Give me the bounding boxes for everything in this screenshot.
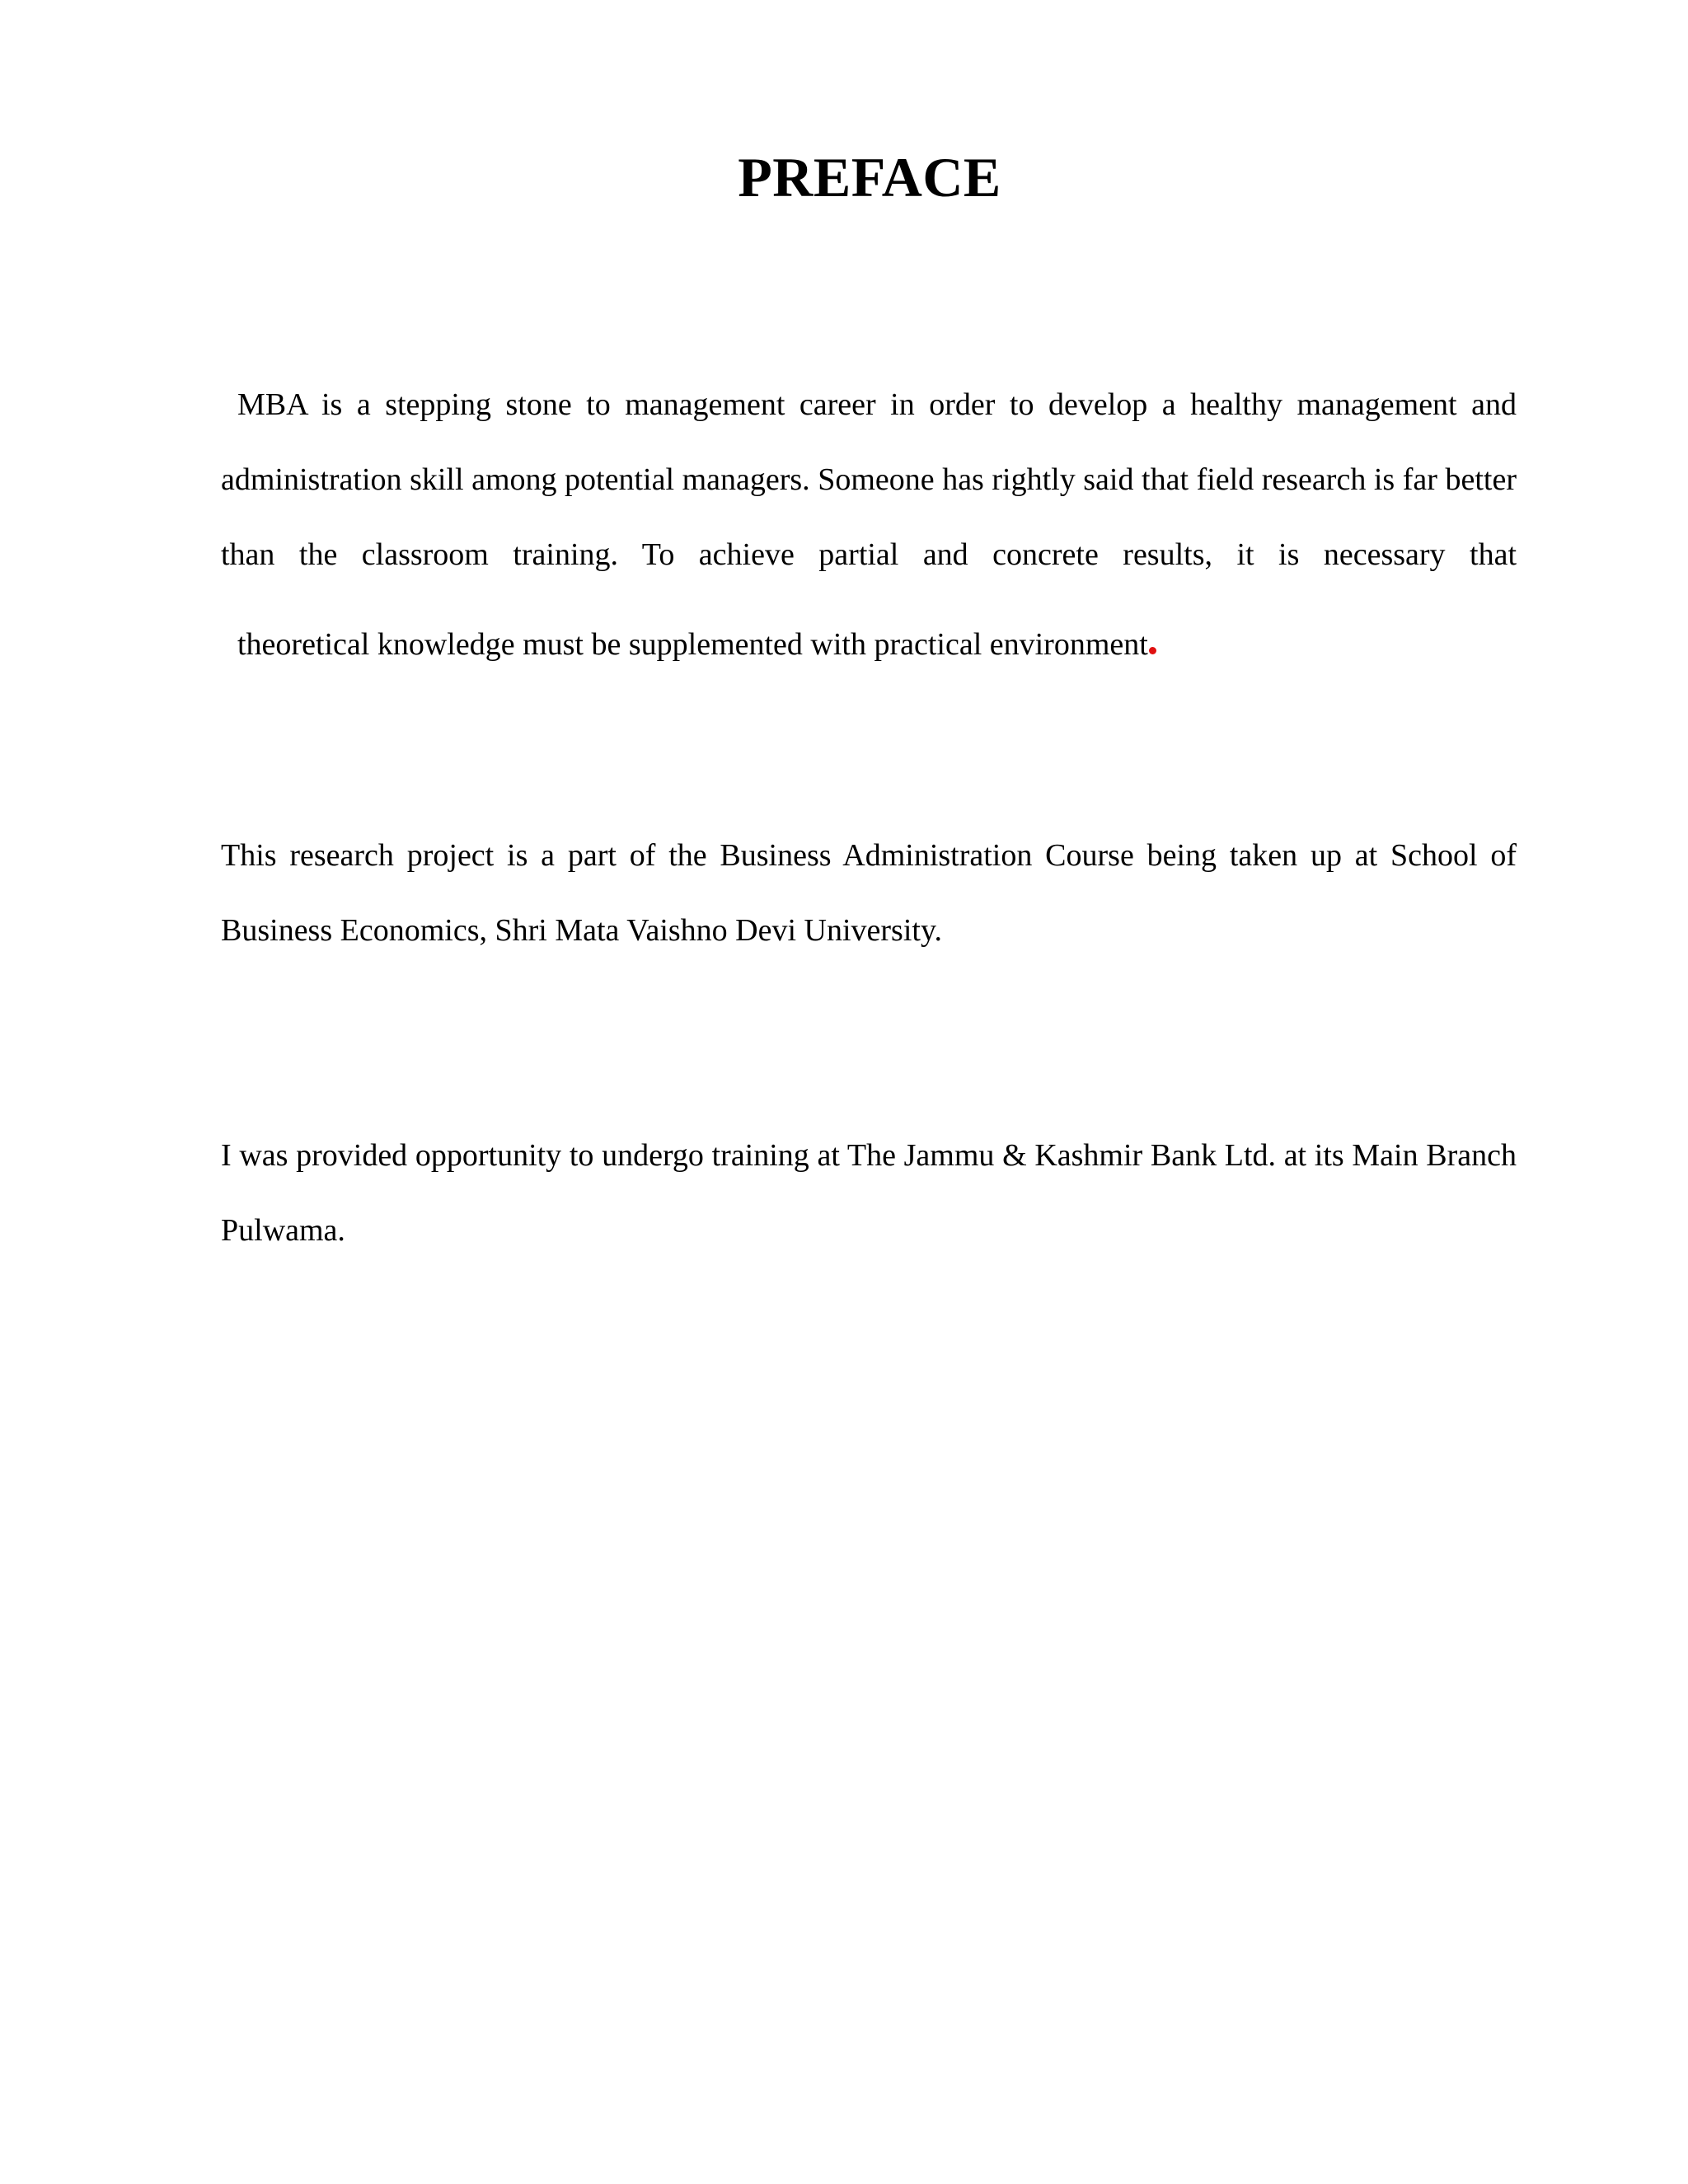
- paragraph-training: I was provided opportunity to undergo training at The Jammu & Kashmir Bank Ltd. at its Main Branch Pulwama.: [221, 1138, 1517, 1248]
- paragraph-mba-intro-main: MBA is a stepping stone to management career in order to develop a healthy management and administration skill among potential managers. Someone has rightly said that field research is far better than the classroom training. To achieve partial and concrete results, it is necessary that: [221, 387, 1517, 572]
- red-period-mark: [1149, 647, 1156, 654]
- paragraph-mba-intro: [221, 368, 1517, 682]
- page-title: PREFACE: [738, 146, 1001, 209]
- paragraph-mba-intro-last-text: theoretical knowledge must be supplemented with practical environment: [237, 627, 1148, 662]
- paragraph-research-project: This research project is a part of the Business Administration Course being taken up at School of Business Economics, Shri Mata Vaishno Devi University.: [221, 838, 1517, 948]
- paragraph-mba-intro-last-line: [221, 607, 1156, 682]
